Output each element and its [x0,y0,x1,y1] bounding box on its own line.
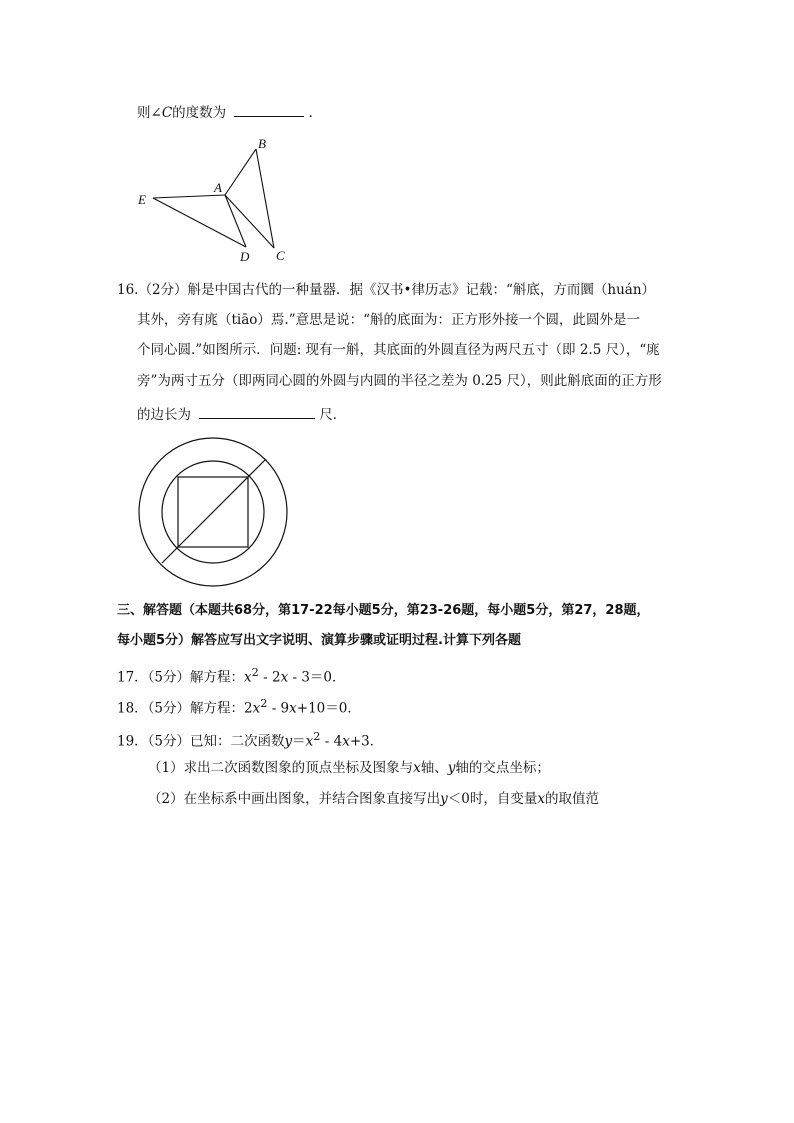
q15-end: . [308,105,313,121]
q19-sub2-c: 的取值范 [544,791,599,807]
q17 [117,663,346,688]
q19-end: +3． [349,733,384,750]
q17-x2: x [280,669,289,686]
q16-line2: 其外，旁有庣（tiāo）焉.”意思是说：“斛的底面为：正方形外接一个圆，此圆外是一 [137,312,641,328]
q17-x1: x [244,669,252,686]
q16-line4: 旁”为两寸五分（即两同心圆的外圆与内圆的半径之差为 0.25 尺），则此斛底面的正方形 [137,373,662,389]
q16-line5-suffix: 尺． [319,407,347,423]
q18-x2: x [289,700,297,717]
q19-x1: x [305,733,314,750]
q17-end: - 3＝0． [288,669,346,686]
q19-sub2-y: y [440,791,448,807]
q19-x2: x [342,733,350,750]
q19-sub1-c: 轴的交点坐标； [455,760,550,776]
label-e: E [138,192,146,207]
q18 [117,694,361,719]
q15-answer-line [137,102,313,123]
q19 [117,727,383,752]
q19-prefix: 19．（5分）已知：二次函数 [117,733,285,750]
q18-sup: 2 [260,697,268,710]
q15-var: C [161,105,173,121]
section3-heading-line2: 每小题5分）解答应写出文字说明、演算步骤或证明过程.计算下列各题 [117,633,521,648]
q18-x1: x [252,700,261,717]
q15-suffix: 的度数为 [172,105,227,121]
q18-prefix: 18．（5分）解方程：2 [117,700,253,717]
q15-answer-blank[interactable] [234,102,304,117]
label-b: B [258,136,266,151]
q18-end: +10＝0． [296,700,361,717]
q17-prefix: 17．（5分）解方程： [117,669,245,686]
q19-sub1-a: （1）求出二次函数图象的顶点坐标及图象与 [148,760,414,776]
q17-mid: - 2 [258,669,281,686]
q16-line1: 16.（2分）斛是中国古代的一种量器．据《汉书•律历志》记载：“斛底，方而圜（huán） [117,282,656,298]
q19-sup: 2 [313,730,321,743]
q19-y: y [284,733,293,750]
q16-line5-prefix: 的边长为 [137,407,191,423]
q16-line5 [137,404,346,425]
label-a: A [214,180,222,195]
q18-mid: - 9 [267,700,290,717]
q19-sub2-x: x [537,791,545,807]
q19-sub1-y: y [447,760,456,776]
q19-sub1-b: 轴、 [420,760,448,776]
q19-sub1 [148,758,550,778]
q19-sub2-b: ＜0时，自变量 [447,791,538,807]
q19-sub1-x: x [413,760,421,776]
q19-sub2 [148,789,599,809]
q19-sub2-a: （2）在坐标系中画出图象，并结合图象直接写出 [148,791,441,807]
q17-sup: 2 [251,666,259,679]
label-d: D [240,249,250,264]
q16-line3: 个同心圆.”如图所示．问题: 现有一斛，其底面的外圆直径为两尺五寸（即 2.5 尺），“庣 [137,342,660,358]
q15-prefix: 则∠ [137,105,162,121]
q16-answer-blank[interactable] [199,404,315,419]
label-c: C [276,248,285,263]
section3-heading-line1: 三、解答题（本题共68分，第17-22每小题5分，第23-26题，每小题5分，第27，28题， [117,603,650,618]
q19-mid: - 4 [320,733,343,750]
q19-eq: ＝ [292,733,306,750]
